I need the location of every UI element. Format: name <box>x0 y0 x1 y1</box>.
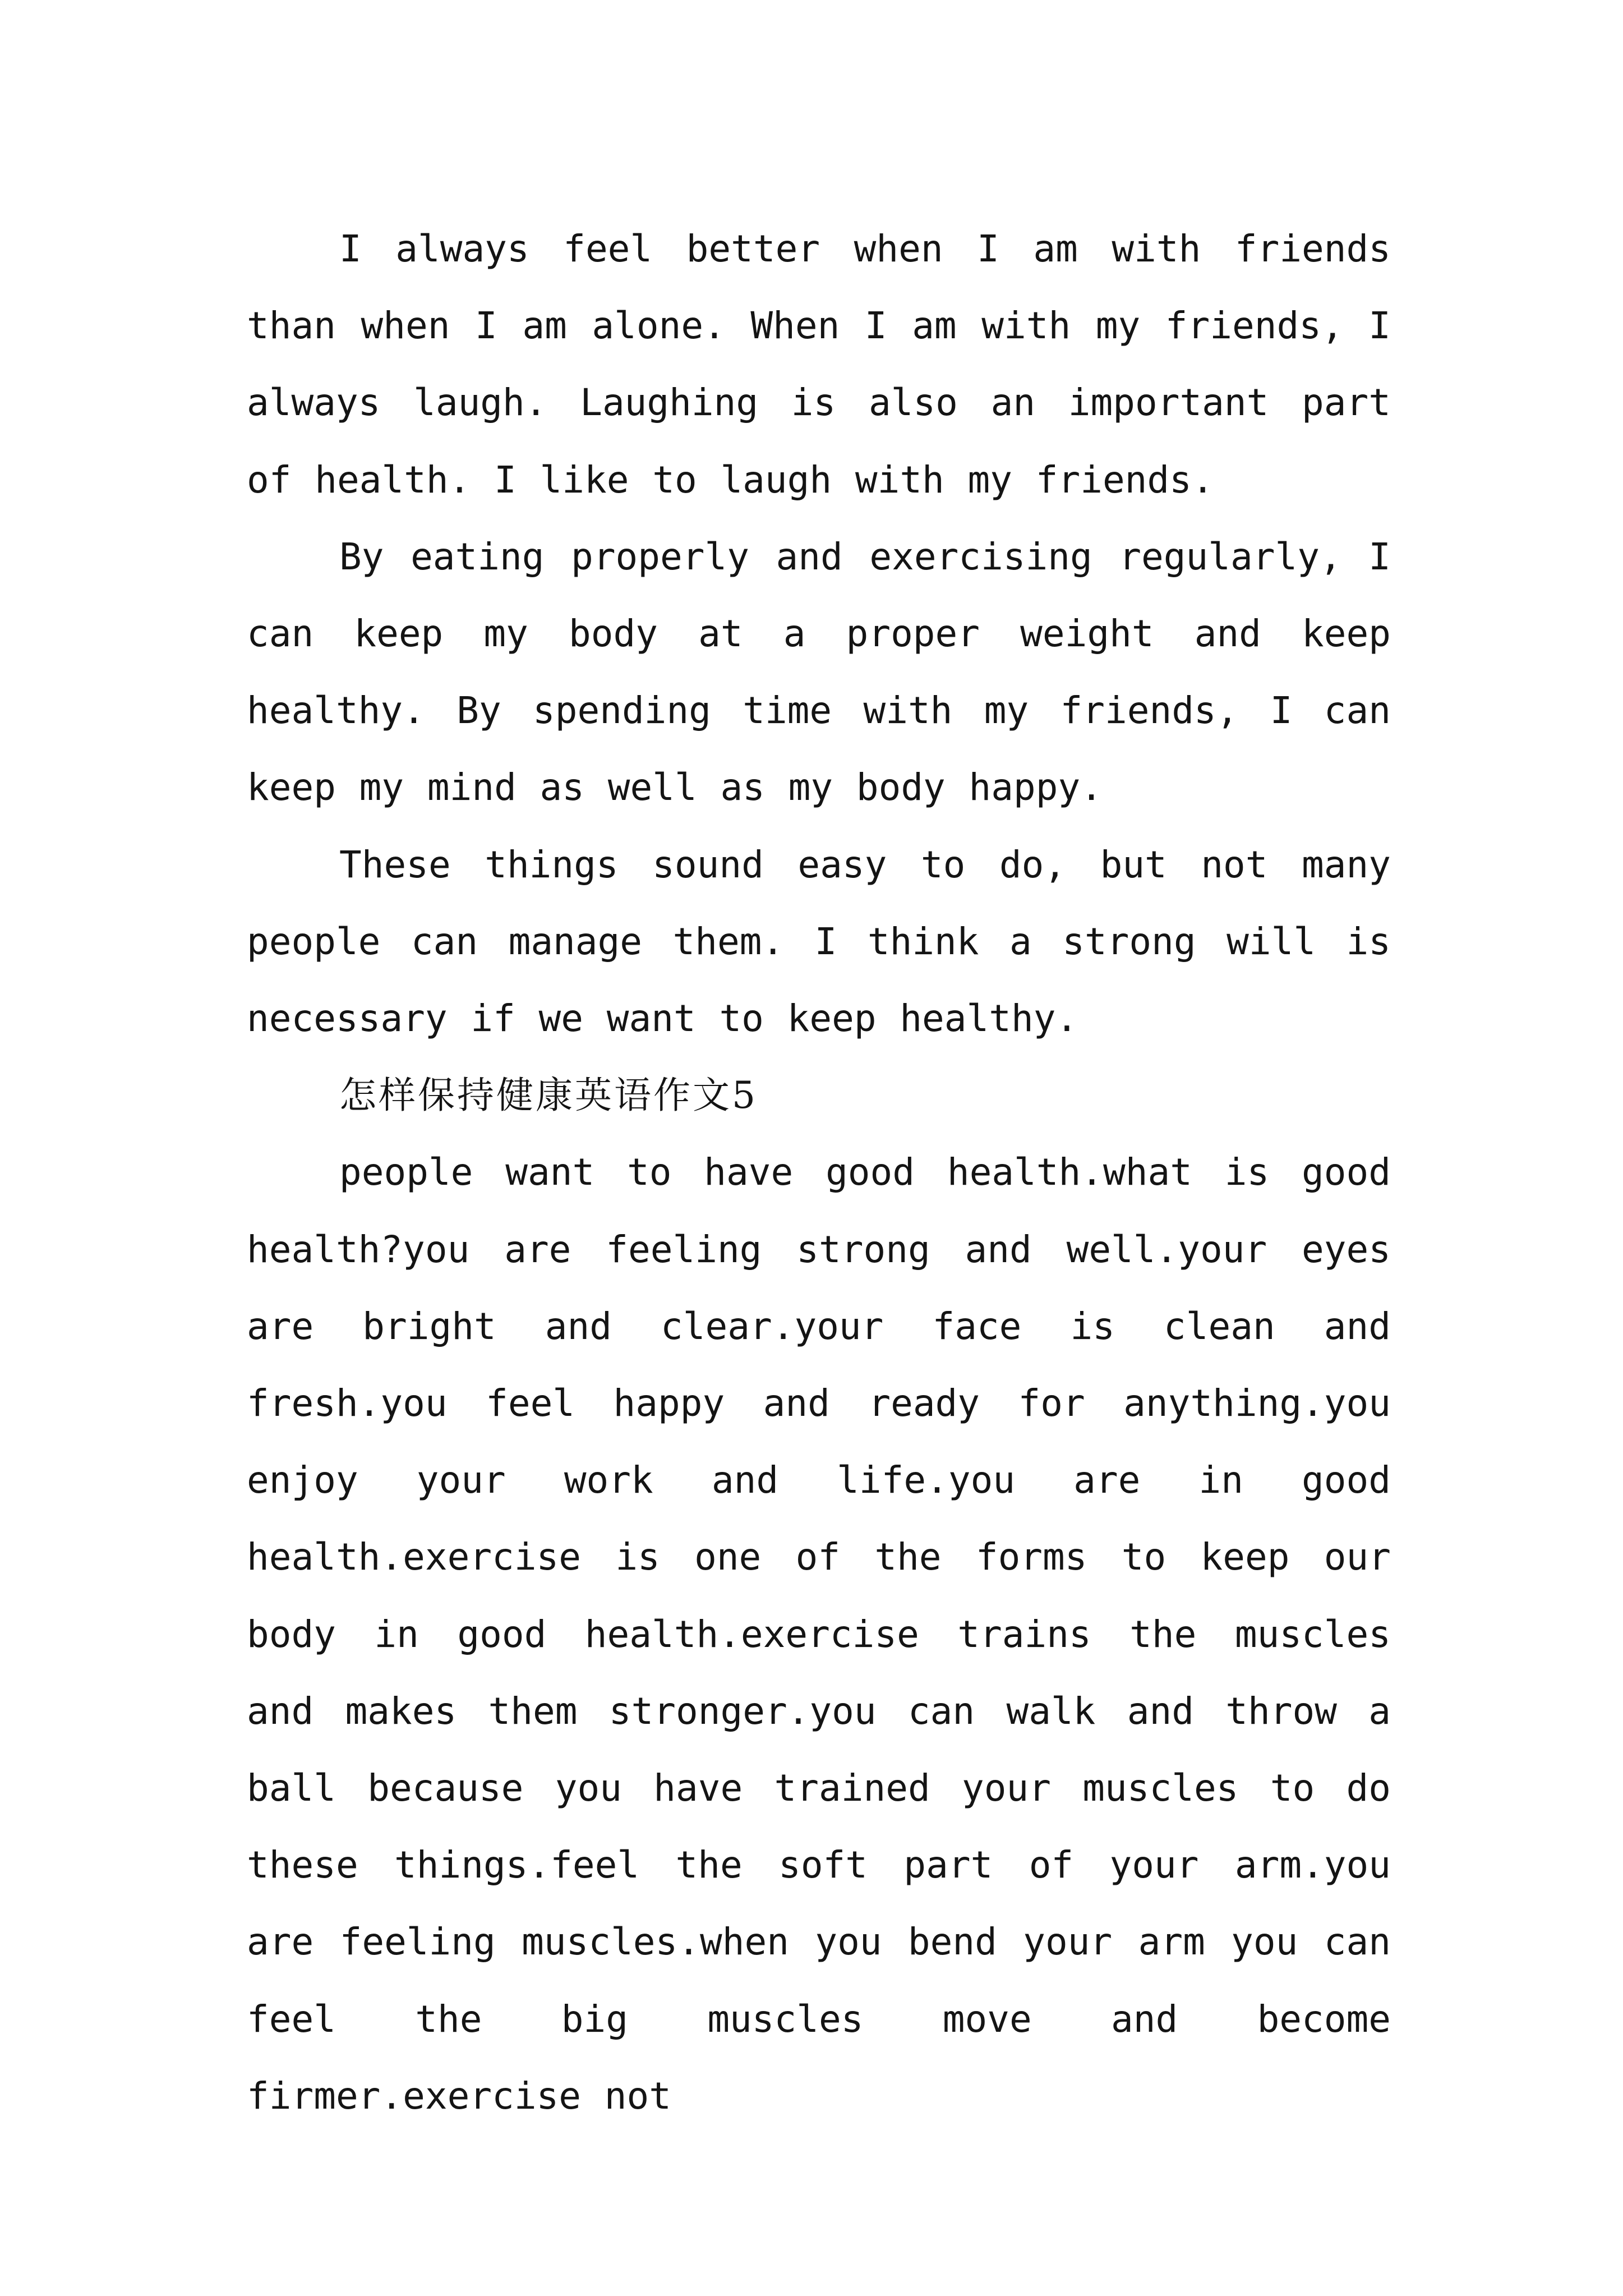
document-body <box>247 210 1391 2134</box>
paragraph-strong-will: These things sound easy to do, but not many people can manage them. I think a strong will is necessary if we want to keep healthy. <box>247 843 1391 1041</box>
paragraph-friends: I always feel better when I am with friends than when I am alone. When I am with my friends, I always laugh. Laughing is also an important part of health. I like to laugh with my friends. <box>247 227 1391 501</box>
section-heading: 怎样保持健康英语作文5 <box>339 1074 758 1117</box>
paragraph-good-health: people want to have good health.what is good health?you are feeling strong and well.your eyes are bright and clear.your face is clean and fresh.you feel happy and ready for anything.you enjoy your work and life.you are in good health.exercise is one of the forms to keep our body in good health.exercise trains the muscles and makes them stronger.you can walk and throw a ball because you have trained your muscles to do these things.feel the soft part of your arm.you are feeling muscles.when you bend your arm you can feel the big muscles move and become firmer.exercise not <box>247 1151 1391 2118</box>
paragraph-eating-exercising: By eating properly and exercising regularly, I can keep my body at a proper weight and keep healthy. By spending time with my friends, I can keep my mind as well as my body happy. <box>247 535 1391 809</box>
